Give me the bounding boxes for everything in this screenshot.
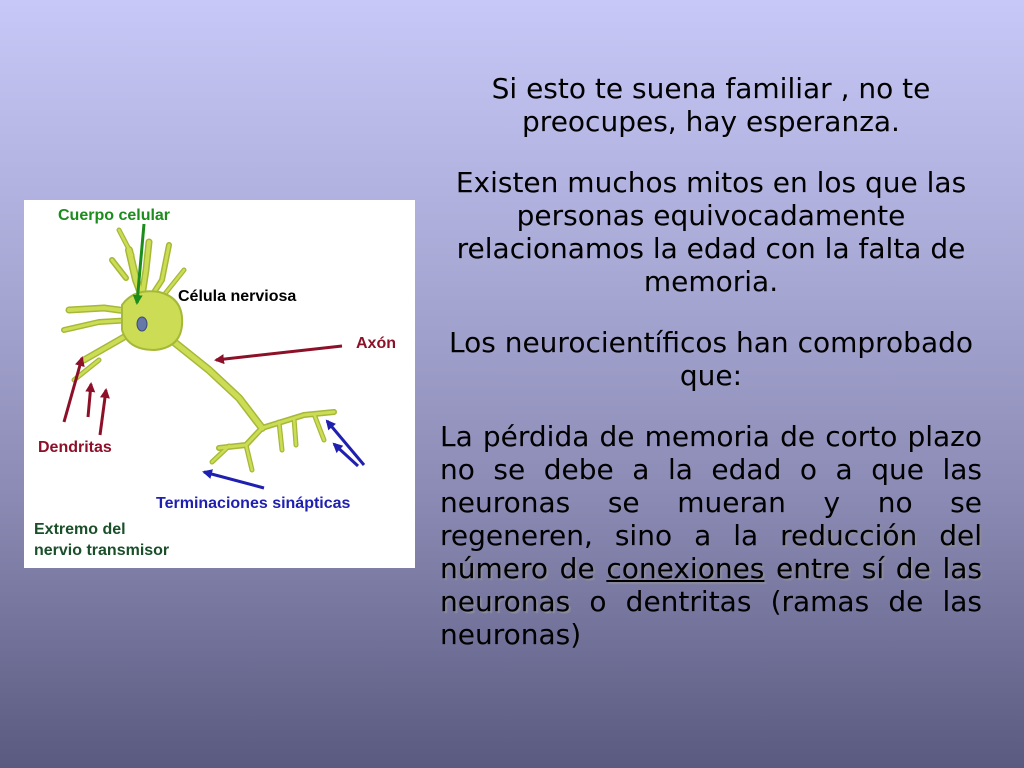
explanation-emphasis-2: entre sí de las neuronas: [440, 552, 982, 618]
arrow-dendrita-2: [88, 384, 91, 417]
label-dendritas: Dendritas: [38, 439, 112, 456]
label-celula-nerviosa: Célula nerviosa: [178, 288, 297, 305]
arrow-dendrita-3: [100, 390, 106, 435]
slide-text: [440, 72, 982, 679]
paragraph-neuroscientists: Los neurocientíficos han comprobado que:: [448, 326, 973, 392]
neuron-diagram: [24, 200, 415, 568]
arrow-dendrita-1: [64, 358, 82, 422]
paragraph-myths: Existen muchos mitos en los que las personas equivocadamente relacionamos la edad con la falta de memoria.: [455, 166, 967, 298]
arrow-extremo-1: [327, 421, 364, 465]
cell-body: [122, 291, 182, 350]
label-cuerpo-celular: Cuerpo celular: [58, 207, 171, 224]
label-extremo-line1: Extremo del: [34, 521, 126, 538]
label-terminaciones-sinapticas: Terminaciones sinápticas: [156, 495, 351, 512]
explanation-text: La pérdida de memoria de corto plazo no se debe a la edad o a que las neuronas se mueran y no se regeneren, sino a la: [440, 420, 982, 552]
paragraph-intro: Si esto te suena familiar , no te preocupes, hay esperanza.: [491, 72, 931, 138]
arrow-axon: [216, 346, 342, 360]
explanation-conexiones: conexiones: [606, 552, 765, 585]
label-axon: Axón: [356, 335, 396, 352]
cell-nucleus: [137, 317, 147, 331]
explanation-text-end: o dentritas (ramas de las neuronas): [440, 585, 982, 651]
arrow-terminaciones: [204, 472, 264, 488]
label-extremo-line2: nervio transmisor: [34, 542, 170, 559]
explanation-emphasis: reducción del número de: [440, 519, 982, 585]
paragraph-explanation: [440, 420, 982, 651]
